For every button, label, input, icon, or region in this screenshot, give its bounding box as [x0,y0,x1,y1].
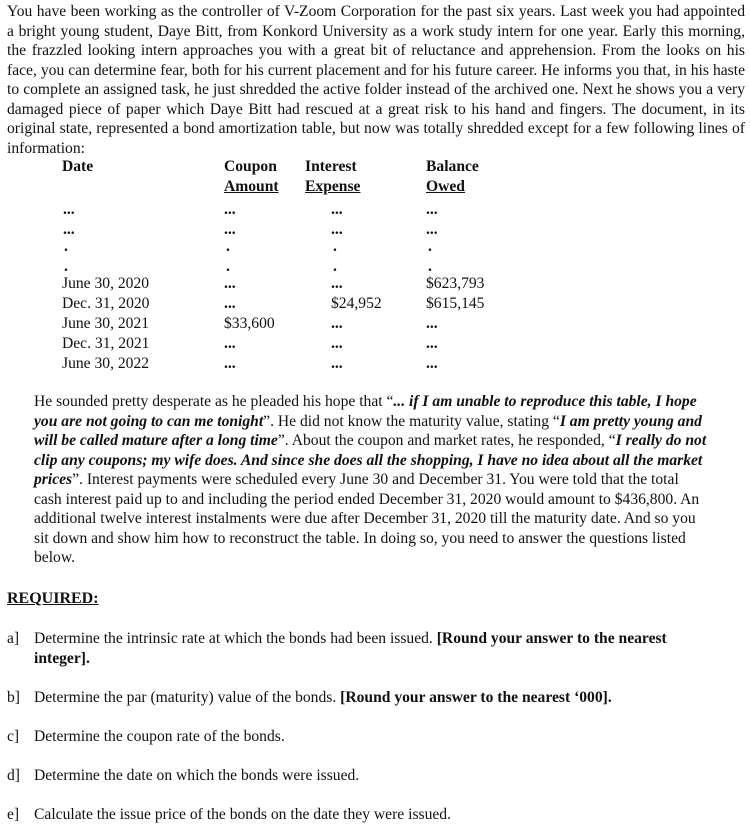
header-interest-top: Interest [305,158,357,175]
row-interest: $24,952 [331,295,382,312]
ellipsis-mark: ... [224,201,236,218]
ellipsis-mark: ... [331,221,343,238]
ellipsis-mark: ... [224,221,236,238]
ellipsis-mark: ... [426,221,438,238]
header-coupon-bottom: Amount [224,178,279,195]
ellipsis-mark: ... [426,201,438,218]
row-coupon: ... [224,355,236,372]
quote-can-me: ... if I am unable to reproduce this table, I hope you are not going to can me tonight [34,393,697,430]
required-heading: REQUIRED: [7,590,99,607]
question-text: Calculate the issue price of the bonds on the date they were issued. [34,806,452,823]
header-balance-top: Balance [426,158,479,175]
row-date: June 30, 2022 [62,355,150,372]
quote-mature: I am pretty young and will be called mature after a long time [34,412,702,449]
dot-mark: . [226,238,230,255]
row-interest: ... [331,315,343,332]
row-balance: ... [426,355,438,372]
dot-mark: . [333,238,337,255]
row-interest: ... [331,355,343,372]
question-label: a] [7,630,20,647]
row-date: June 30, 2020 [62,275,150,292]
row-balance: $623,793 [426,275,485,292]
row-coupon: ... [224,275,236,292]
row-balance: ... [426,315,438,332]
header-balance-bottom: Owed [426,178,465,195]
story-text: ”. He did not know the maturity value, stating “ [263,412,560,430]
ellipsis-mark: ... [63,201,75,218]
quote-coupons: I really do not clip any coupons; my wife does. And since she does all the shopping, I have no idea about all the market prices [34,432,707,488]
story-paragraph [34,392,709,568]
dot-mark: . [333,258,337,275]
row-date: Dec. 31, 2020 [62,295,150,312]
row-coupon: $33,600 [224,315,275,332]
ellipsis-mark: ... [63,221,75,238]
story-text: ”. About the coupon and market rates, he responded, “ [277,432,616,449]
question-text: Determine the coupon rate of the bonds. [34,728,285,745]
intro-paragraph: You have been working as the controller of V-Zoom Corporation for the past six years. Last week you had appointed a bright young student, Daye Bitt, from Konkord University as a work study intern for one year. Early this morning, the frazzled looking intern approaches you with a great bit of reluctance and apprehension. From the looks on his face, you can determine fear, both for his current placement and for his future career. He informs you that, in his haste to complete an assigned task, he just shredded the active folder instead of the archived one. Next he shows you a very damaged piece of paper which Daye Bitt had rescued at a great risk to his hand and fingers. The document, in its original state, represented a bond amortization table, but now was totally shredded except for a few following lines of information: [7,3,745,157]
question-text: Determine the par (maturity) value of the bonds. [34,689,341,706]
dot-mark: . [64,258,68,275]
row-coupon: ... [224,295,236,312]
question-text: Determine the intrinsic rate at which the bonds had been issued. [34,630,437,647]
header-coupon-top: Coupon [224,158,277,175]
row-balance: $615,145 [426,295,485,312]
dot-mark: . [428,258,432,275]
question-label: d] [7,767,20,784]
row-interest: ... [331,335,343,352]
row-date: Dec. 31, 2021 [62,335,150,352]
story-text: He sounded pretty desperate as he pleaded his hope that “ [34,393,394,410]
ellipsis-mark: ... [331,201,343,218]
header-interest-bottom: Expense [305,178,361,195]
question-note: [Round your answer to the nearest ‘000]. [340,689,612,706]
dot-mark: . [226,258,230,275]
question-note: [Round your answer to the nearest integer]. [34,630,667,667]
question-text: Determine the date on which the bonds were issued. [34,767,360,784]
dot-mark: . [428,238,432,255]
question-label: c] [7,728,20,745]
header-date: Date [62,158,94,175]
dot-mark: . [64,238,68,255]
question-label: e] [7,806,20,823]
question-label: b] [7,689,20,706]
row-date: June 30, 2021 [62,315,150,332]
story-text: ”. Interest payments were scheduled every June 30 and December 31. You were told that the total cash interest paid up to and including the period ended December 31, 2020 would amount to $436,800. An additional twelve interest instalments were due after December 31, 2020 till the maturity date. And so you sit down and show him how to reconstruct the table. In doing so, you need to answer the questions listed below. [34,471,700,566]
row-interest: ... [331,275,343,292]
row-coupon: ... [224,335,236,352]
row-balance: ... [426,335,438,352]
